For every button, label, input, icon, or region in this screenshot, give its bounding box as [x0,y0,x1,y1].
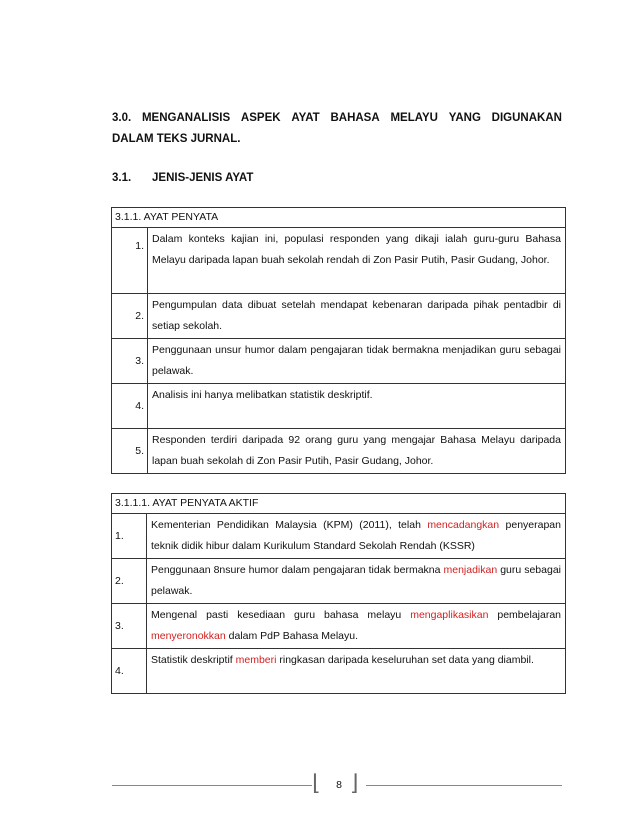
row-text: Responden terdiri daripada 92 orang guru yang mengajar Bahasa Melayu daripada lapan buah sekolah di Zon Pasir Putih, Pasir Gudang, Johor. [148,429,566,474]
row-text: Kementerian Pendidikan Malaysia (KPM) (2011), telah mencadangkan penyerapan teknik didik hibur dalam Kurikulum Standard Sekolah Rendah (KSSR) [147,514,566,559]
table-row [112,294,566,339]
row-text: Mengenal pasti kesediaan guru bahasa melayu mengaplikasikan pembelajaran menyeronokkan dalam PdP Bahasa Melayu. [147,604,566,649]
section-heading-line2: DALAM TEKS JURNAL. [112,133,241,145]
highlighted-verb: mencadangkan [427,519,500,531]
row-number: 1. [112,514,147,559]
footer-right-bracket: ⌋ [350,771,359,796]
subsection-number: 3.1. [112,172,132,184]
table-row [112,384,566,429]
section-heading-3-0 [112,108,562,150]
row-text: Penggunaan 8nsure humor dalam pengajaran tidak bermakna menjadikan guru sebagai pelawak. [147,559,566,604]
row-number: 5. [112,429,148,474]
row-number: 2. [112,294,148,339]
footer-left-bracket: ⌊ [312,771,321,796]
page-number: 8 [336,779,342,791]
row-number: 3. [112,604,147,649]
row-number: 4. [112,384,148,429]
table-caption: 3.1.1. AYAT PENYATA [112,208,566,228]
highlighted-verb: memberi [235,654,277,666]
subsection-title: JENIS-JENIS AYAT [152,172,254,184]
table-row [112,559,566,604]
ayat-penyata-aktif-table [111,493,566,694]
highlighted-verb: mengaplikasikan [410,609,489,621]
table-row [112,604,566,649]
table-row [112,339,566,384]
row-text: Statistik deskriptif memberi ringkasan daripada keseluruhan set data yang diambil. [147,649,566,694]
row-number: 1. [112,228,148,294]
table-row [112,228,566,294]
row-text: Dalam konteks kajian ini, populasi responden yang dikaji ialah guru-guru Bahasa Melayu daripada lapan buah sekolah rendah di Zon Pasir Putih, Pasir Gudang, Johor. [148,228,566,294]
row-number: 3. [112,339,148,384]
table-row [112,514,566,559]
row-text: Pengumpulan data dibuat setelah mendapat kebenaran daripada pihak pentadbir di setiap sekolah. [148,294,566,339]
highlighted-verb: menjadikan [443,564,498,576]
row-text: Penggunaan unsur humor dalam pengajaran tidak bermakna menjadikan guru sebagai pelawak. [148,339,566,384]
footer-rule-right [366,785,562,786]
table-caption: 3.1.1.1. AYAT PENYATA AKTIF [112,494,566,514]
section-number: 3.0. [112,112,132,124]
section-heading-line1: 3.0. MENGANALISIS ASPEK AYAT BAHASA MELAYU YANG DIGUNAKAN [112,108,562,129]
row-number: 4. [112,649,147,694]
table-row [112,429,566,474]
subsection-heading-3-1 [112,172,562,184]
highlighted-verb: menyeronokkan [151,630,226,642]
row-number: 2. [112,559,147,604]
ayat-penyata-table [111,207,566,474]
table-row [112,649,566,694]
footer-rule-left [112,785,312,786]
row-text: Analisis ini hanya melibatkan statistik deskriptif. [148,384,566,429]
